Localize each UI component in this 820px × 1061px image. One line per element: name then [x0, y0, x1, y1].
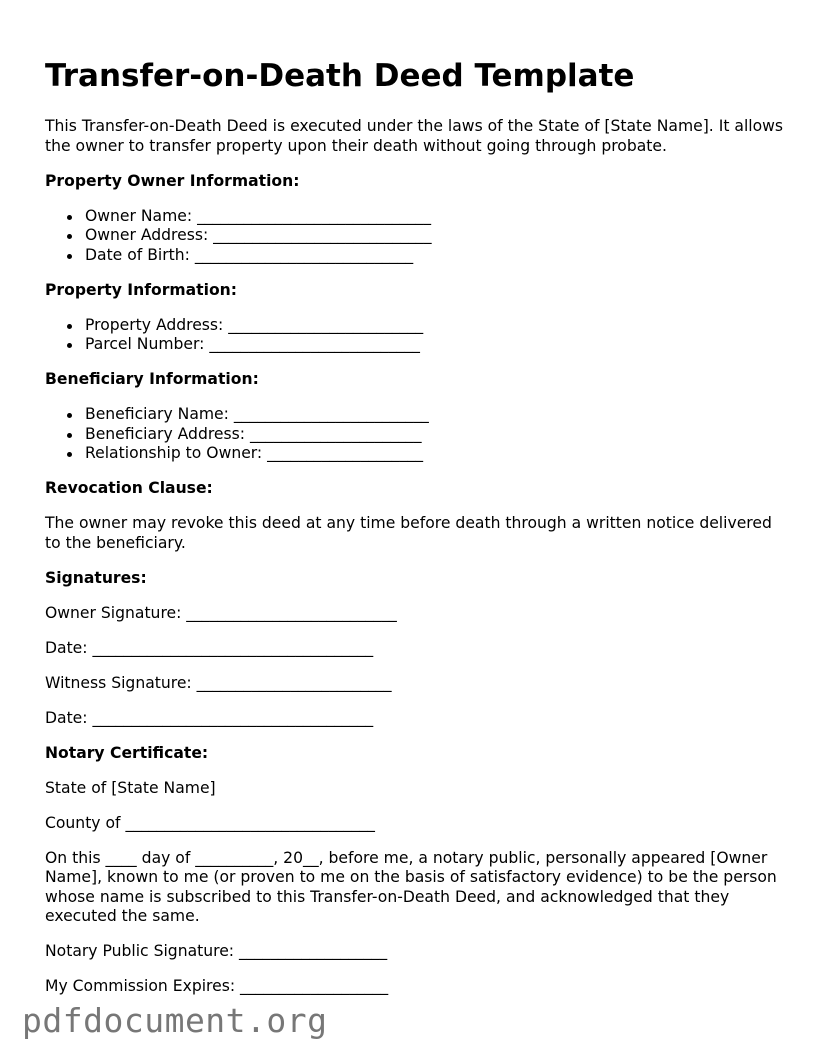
owner-signature-line: Owner Signature: ___________________________	[45, 603, 397, 622]
owner-date-line: Date: ____________________________________	[45, 638, 374, 657]
notary-county: County of ________________________________	[45, 813, 375, 832]
document-title: Transfer-on-Death Deed Template	[45, 58, 635, 94]
notary-statement: On this ____ day of __________, 20__, before me, a notary public, personally appeared [Owner Name], known to me (or proven to me on the basis of satisfactory evidence) to be the person whose name is subscribed to this Transfer-on-Death Deed, and acknowledged that they executed the same.	[45, 848, 777, 925]
owner-section-heading: Property Owner Information:	[45, 171, 300, 190]
notary-state: State of [State Name]	[45, 778, 216, 797]
commission-expires-line: My Commission Expires: ___________________	[45, 977, 389, 995]
beneficiary-info-list	[45, 405, 785, 464]
witness-signature-line: Witness Signature: _________________________	[45, 673, 392, 692]
owner-info-list	[45, 207, 785, 266]
revocation-heading: Revocation Clause:	[45, 479, 213, 497]
document-page	[45, 56, 785, 1012]
signatures-heading: Signatures:	[45, 568, 147, 587]
notary-signature-line: Notary Public Signature: ___________________	[45, 942, 388, 960]
watermark: pdfdocument.org	[22, 1001, 328, 1040]
notary-heading: Notary Certificate:	[45, 743, 209, 762]
intro-paragraph: This Transfer-on-Death Deed is executed under the laws of the State of [State Name]. It allows the owner to transfer property upon their death without going through probate.	[45, 117, 784, 155]
property-section-heading: Property Information:	[45, 280, 238, 299]
owner-name-field: Owner Name: ______________________________	[85, 207, 785, 227]
relationship-field: Relationship to Owner: ____________________	[85, 444, 785, 464]
date-of-birth-field: Date of Birth: ____________________________	[85, 246, 785, 266]
owner-address-field: Owner Address: ____________________________	[85, 226, 785, 246]
beneficiary-address-field: Beneficiary Address: ______________________	[85, 425, 785, 445]
beneficiary-name-field: Beneficiary Name: _________________________	[85, 405, 785, 425]
witness-date-line: Date: ____________________________________	[45, 708, 374, 727]
parcel-number-field: Parcel Number: ___________________________	[85, 335, 785, 355]
property-address-field: Property Address: _________________________	[85, 316, 785, 336]
revocation-text: The owner may revoke this deed at any time before death through a written notice delivered to the beneficiary.	[45, 514, 772, 552]
property-info-list	[45, 316, 785, 355]
beneficiary-section-heading: Beneficiary Information:	[45, 370, 259, 388]
